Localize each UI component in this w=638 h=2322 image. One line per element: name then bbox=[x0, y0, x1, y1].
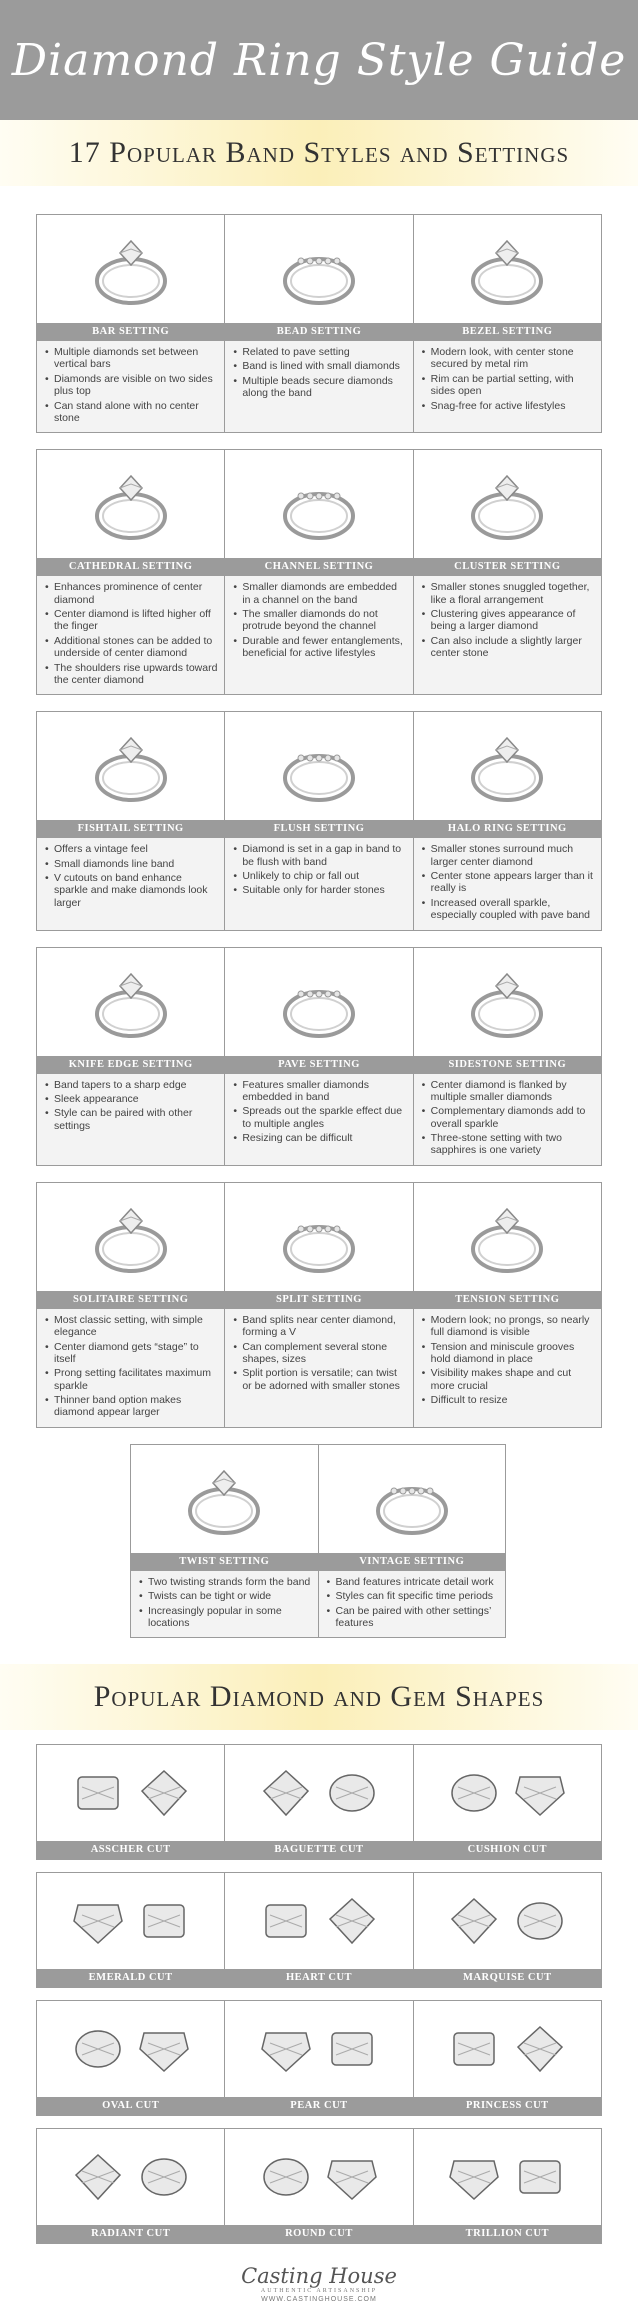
ring-bar-icon bbox=[37, 215, 224, 323]
setting-bullet: • Modern look; no prongs, so nearly full diamond is visible bbox=[422, 1314, 595, 1339]
setting-bullet: • Smaller diamonds are embedded in a channel on the band bbox=[233, 581, 406, 606]
setting-card bbox=[414, 948, 601, 1165]
setting-description bbox=[225, 576, 412, 694]
setting-bullet: • Can also include a slightly larger center stone bbox=[422, 635, 595, 660]
setting-bullet: • Tension and miniscule grooves hold diamond in place bbox=[422, 1341, 595, 1366]
gem-pear-icon bbox=[225, 2001, 412, 2097]
shape-label: TRILLION CUT bbox=[414, 2225, 601, 2243]
gem-cushion-icon bbox=[414, 1745, 601, 1841]
settings-row bbox=[36, 947, 602, 1166]
setting-bullet: • Suitable only for harder stones bbox=[233, 884, 406, 896]
setting-bullet: • Sleek appearance bbox=[45, 1093, 218, 1105]
setting-bullet: • Center diamond gets “stage” to itself bbox=[45, 1341, 218, 1366]
setting-card bbox=[225, 948, 413, 1165]
setting-description bbox=[37, 838, 224, 929]
shape-label: RADIANT CUT bbox=[37, 2225, 224, 2243]
page-title: Diamond Ring Style Guide bbox=[11, 34, 627, 86]
setting-label: KNIFE EDGE SETTING bbox=[37, 1056, 224, 1074]
setting-bullet: • The shoulders rise upwards toward the center diamond bbox=[45, 662, 218, 687]
setting-label: TWIST SETTING bbox=[131, 1553, 318, 1571]
setting-description bbox=[37, 341, 224, 432]
setting-card bbox=[37, 948, 225, 1165]
setting-bullet: • Unlikely to chip or fall out bbox=[233, 870, 406, 882]
setting-label: CATHEDRAL SETTING bbox=[37, 558, 224, 576]
setting-description bbox=[319, 1571, 506, 1638]
setting-card bbox=[37, 712, 225, 929]
ring-cathedral-icon bbox=[37, 450, 224, 558]
setting-description bbox=[414, 838, 601, 929]
setting-bullet: • Snag-free for active lifestyles bbox=[422, 400, 595, 412]
setting-label: SPLIT SETTING bbox=[225, 1291, 412, 1309]
brand-logo: Casting House bbox=[241, 2264, 397, 2289]
setting-description bbox=[225, 1074, 412, 1165]
setting-bullet: • Band features intricate detail work bbox=[327, 1576, 500, 1588]
ring-bead-icon bbox=[225, 215, 412, 323]
shape-card bbox=[414, 2001, 601, 2115]
setting-bullet: • Band is lined with small diamonds bbox=[233, 360, 406, 372]
setting-bullet: • Can complement several stone shapes, sizes bbox=[233, 1341, 406, 1366]
setting-bullet: • Two twisting strands form the band bbox=[139, 1576, 312, 1588]
gem-emerald-icon bbox=[37, 1873, 224, 1969]
shape-card bbox=[37, 1873, 225, 1987]
setting-bullet: • Difficult to resize bbox=[422, 1394, 595, 1406]
shape-label: EMERALD CUT bbox=[37, 1969, 224, 1987]
setting-label: TENSION SETTING bbox=[414, 1291, 601, 1309]
setting-label: SOLITAIRE SETTING bbox=[37, 1291, 224, 1309]
gem-heart-icon bbox=[225, 1873, 412, 1969]
setting-bullet: • The smaller diamonds do not protrude beyond the channel bbox=[233, 608, 406, 633]
setting-bullet: • Visibility makes shape and cut more crucial bbox=[422, 1367, 595, 1392]
setting-card bbox=[225, 1183, 413, 1427]
shapes-section-title: Popular Diamond and Gem Shapes bbox=[93, 1680, 545, 1714]
setting-bullet: • V cutouts on band enhance sparkle and make diamonds look larger bbox=[45, 872, 218, 909]
setting-label: HALO RING SETTING bbox=[414, 820, 601, 838]
setting-bullet: • Modern look, with center stone secured by metal rim bbox=[422, 346, 595, 371]
ring-flush-icon bbox=[225, 712, 412, 820]
ring-bezel-icon bbox=[414, 215, 601, 323]
setting-label: VINTAGE SETTING bbox=[319, 1553, 506, 1571]
setting-bullet: • Smaller stones snuggled together, like a floral arrangement bbox=[422, 581, 595, 606]
shape-card bbox=[37, 1745, 225, 1859]
setting-description bbox=[225, 341, 412, 432]
setting-label: SIDESTONE SETTING bbox=[414, 1056, 601, 1074]
shape-card bbox=[225, 1873, 413, 1987]
setting-bullet: • Can stand alone with no center stone bbox=[45, 400, 218, 425]
ring-cluster-icon bbox=[414, 450, 601, 558]
shape-label: ASSCHER CUT bbox=[37, 1841, 224, 1859]
shape-label: PEAR CUT bbox=[225, 2097, 412, 2115]
setting-bullet: • Clustering gives appearance of being a larger diamond bbox=[422, 608, 595, 633]
setting-bullet: • Multiple beads secure diamonds along the band bbox=[233, 375, 406, 400]
footer bbox=[0, 2264, 638, 2303]
shape-card bbox=[225, 2129, 413, 2243]
gem-asscher-icon bbox=[37, 1745, 224, 1841]
setting-bullet: • Three-stone setting with two sapphires is one variety bbox=[422, 1132, 595, 1157]
ring-vintage-icon bbox=[319, 1445, 506, 1553]
settings-row bbox=[36, 214, 602, 433]
setting-bullet: • Spreads out the sparkle effect due to multiple angles bbox=[233, 1105, 406, 1130]
setting-bullet: • Band splits near center diamond, forming a V bbox=[233, 1314, 406, 1339]
settings-section-title: 17 Popular Band Styles and Settings bbox=[68, 136, 570, 169]
setting-card bbox=[414, 1183, 601, 1427]
setting-card bbox=[414, 450, 601, 694]
gem-baguette-icon bbox=[225, 1745, 412, 1841]
gem-marquise-icon bbox=[414, 1873, 601, 1969]
gem-princess-icon bbox=[414, 2001, 601, 2097]
setting-bullet: • Enhances prominence of center diamond bbox=[45, 581, 218, 606]
ring-fishtail-icon bbox=[37, 712, 224, 820]
shape-card bbox=[414, 2129, 601, 2243]
ring-channel-icon bbox=[225, 450, 412, 558]
setting-bullet: • Most classic setting, with simple elegance bbox=[45, 1314, 218, 1339]
shapes-row bbox=[36, 2128, 602, 2244]
setting-bullet: • Complementary diamonds add to overall sparkle bbox=[422, 1105, 595, 1130]
shape-label: BAGUETTE CUT bbox=[225, 1841, 412, 1859]
shapes-row bbox=[36, 1872, 602, 1988]
gem-round-icon bbox=[225, 2129, 412, 2225]
shape-label: ROUND CUT bbox=[225, 2225, 412, 2243]
gem-radiant-icon bbox=[37, 2129, 224, 2225]
setting-bullet: • Prong setting facilitates maximum sparkle bbox=[45, 1367, 218, 1392]
setting-bullet: • Diamond is set in a gap in band to be flush with band bbox=[233, 843, 406, 868]
settings-row bbox=[36, 711, 602, 930]
shapes-row bbox=[36, 1744, 602, 1860]
shapes-section-header bbox=[0, 1664, 638, 1730]
setting-label: CLUSTER SETTING bbox=[414, 558, 601, 576]
setting-description bbox=[131, 1571, 318, 1638]
setting-bullet: • Diamonds are visible on two sides plus top bbox=[45, 373, 218, 398]
settings-row bbox=[36, 1182, 602, 1428]
setting-bullet: • Center diamond is lifted higher off the finger bbox=[45, 608, 218, 633]
setting-bullet: • Styles can fit specific time periods bbox=[327, 1590, 500, 1602]
setting-card bbox=[37, 215, 225, 432]
header bbox=[0, 0, 638, 120]
setting-description bbox=[414, 1074, 601, 1165]
setting-bullet: • Features smaller diamonds embedded in band bbox=[233, 1079, 406, 1104]
setting-card bbox=[37, 1183, 225, 1427]
shapes-row bbox=[36, 2000, 602, 2116]
setting-bullet: • Can be paired with other settings’ features bbox=[327, 1605, 500, 1630]
setting-bullet: • Related to pave setting bbox=[233, 346, 406, 358]
ring-sidestone-icon bbox=[414, 948, 601, 1056]
setting-card bbox=[319, 1445, 506, 1638]
shape-label: HEART CUT bbox=[225, 1969, 412, 1987]
shape-card bbox=[225, 1745, 413, 1859]
setting-description bbox=[37, 1074, 224, 1165]
setting-label: FLUSH SETTING bbox=[225, 820, 412, 838]
shape-card bbox=[414, 1745, 601, 1859]
setting-bullet: • Band tapers to a sharp edge bbox=[45, 1079, 218, 1091]
setting-bullet: • Increasingly popular in some locations bbox=[139, 1605, 312, 1630]
shapes-grid bbox=[0, 1744, 638, 2244]
setting-description bbox=[414, 341, 601, 432]
setting-bullet: • Increased overall sparkle, especially coupled with pave band bbox=[422, 897, 595, 922]
shape-label: CUSHION CUT bbox=[414, 1841, 601, 1859]
setting-bullet: • Offers a vintage feel bbox=[45, 843, 218, 855]
setting-bullet: • Durable and fewer entanglements, beneficial for active lifestyles bbox=[233, 635, 406, 660]
shape-card bbox=[414, 1873, 601, 1987]
settings-section-header bbox=[0, 120, 638, 186]
ring-tension-icon bbox=[414, 1183, 601, 1291]
setting-bullet: • Center diamond is flanked by multiple smaller diamonds bbox=[422, 1079, 595, 1104]
setting-description bbox=[37, 576, 224, 694]
brand-tagline: AUTHENTIC ARTISANSHIP bbox=[260, 2288, 378, 2295]
ring-pave-icon bbox=[225, 948, 412, 1056]
setting-bullet: • Twists can be tight or wide bbox=[139, 1590, 312, 1602]
gem-oval-icon bbox=[37, 2001, 224, 2097]
settings-row bbox=[36, 449, 602, 695]
setting-bullet: • Split portion is versatile; can twist or be adorned with smaller stones bbox=[233, 1367, 406, 1392]
setting-label: BEZEL SETTING bbox=[414, 323, 601, 341]
setting-description bbox=[414, 1309, 601, 1427]
setting-description bbox=[37, 1309, 224, 1427]
setting-bullet: • Additional stones can be added to underside of center diamond bbox=[45, 635, 218, 660]
setting-card bbox=[414, 712, 601, 929]
setting-bullet: • Smaller stones surround much larger center diamond bbox=[422, 843, 595, 868]
setting-card bbox=[225, 215, 413, 432]
setting-bullet: • Rim can be partial setting, with sides open bbox=[422, 373, 595, 398]
setting-bullet: • Style can be paired with other settings bbox=[45, 1107, 218, 1132]
setting-label: PAVE SETTING bbox=[225, 1056, 412, 1074]
gem-trillion-icon bbox=[414, 2129, 601, 2225]
ring-halo-icon bbox=[414, 712, 601, 820]
ring-twist-icon bbox=[131, 1445, 318, 1553]
setting-card bbox=[131, 1445, 319, 1638]
settings-row bbox=[130, 1444, 506, 1639]
shape-label: OVAL CUT bbox=[37, 2097, 224, 2115]
setting-description bbox=[225, 838, 412, 929]
settings-grid bbox=[0, 214, 638, 1638]
setting-label: BEAD SETTING bbox=[225, 323, 412, 341]
setting-bullet: • Thinner band option makes diamond appear larger bbox=[45, 1394, 218, 1419]
setting-description bbox=[225, 1309, 412, 1427]
setting-description bbox=[414, 576, 601, 694]
setting-bullet: • Small diamonds line band bbox=[45, 858, 218, 870]
setting-card bbox=[225, 450, 413, 694]
setting-label: BAR SETTING bbox=[37, 323, 224, 341]
shape-label: PRINCESS CUT bbox=[414, 2097, 601, 2115]
setting-card bbox=[414, 215, 601, 432]
setting-card bbox=[225, 712, 413, 929]
setting-bullet: • Resizing can be difficult bbox=[233, 1132, 406, 1144]
ring-solitaire-icon bbox=[37, 1183, 224, 1291]
shape-card bbox=[37, 2129, 225, 2243]
setting-bullet: • Multiple diamonds set between vertical bars bbox=[45, 346, 218, 371]
setting-label: CHANNEL SETTING bbox=[225, 558, 412, 576]
shape-card bbox=[37, 2001, 225, 2115]
shape-label: MARQUISE CUT bbox=[414, 1969, 601, 1987]
ring-split-icon bbox=[225, 1183, 412, 1291]
shape-card bbox=[225, 2001, 413, 2115]
setting-card bbox=[37, 450, 225, 694]
brand-url[interactable]: WWW.CASTINGHOUSE.COM bbox=[261, 2296, 377, 2304]
setting-label: FISHTAIL SETTING bbox=[37, 820, 224, 838]
setting-bullet: • Center stone appears larger than it really is bbox=[422, 870, 595, 895]
ring-knife-edge-icon bbox=[37, 948, 224, 1056]
